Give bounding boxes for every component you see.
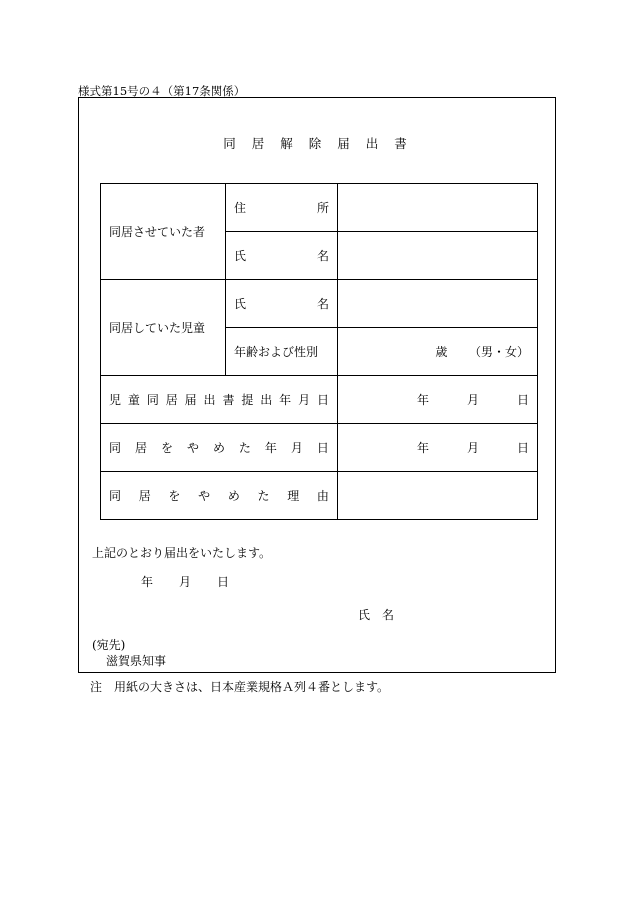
- end-reason-value-cell[interactable]: [338, 472, 538, 520]
- child-name-label: 氏 名: [226, 280, 338, 328]
- address-label: 住 所: [226, 184, 338, 232]
- name-label: 氏 名: [226, 232, 338, 280]
- addressee: 滋賀県知事: [106, 654, 167, 668]
- sex-options: （男・女）: [468, 345, 529, 359]
- name-value-cell[interactable]: [338, 232, 538, 280]
- cohabiting-person-group-label: 同居させていた者: [101, 184, 226, 280]
- age-unit: 歳: [435, 345, 448, 359]
- end-reason-label: 同 居 を や め た 理 由: [101, 472, 338, 520]
- form-number: 様式第15号の４（第17条関係）: [78, 84, 246, 98]
- document-title: 同居解除届出書: [223, 136, 423, 151]
- child-group-label: 同居していた児童: [101, 280, 226, 376]
- submission-date-value-cell[interactable]: 年 月 日: [338, 376, 538, 424]
- address-value-cell[interactable]: [338, 184, 538, 232]
- child-name-value-cell[interactable]: [338, 280, 538, 328]
- age-sex-value-cell[interactable]: [338, 328, 538, 376]
- form-table: [100, 183, 538, 520]
- statement: 上記のとおり届出をいたします。: [92, 546, 272, 560]
- submission-date-line: 年 月 日: [141, 575, 230, 589]
- end-date-label: 同 居 を や め た 年 月 日: [101, 424, 338, 472]
- end-date-value-cell[interactable]: 年 月 日: [338, 424, 538, 472]
- submission-date-label: 児 童 同 居 届 出 書 提 出 年 月 日: [101, 376, 338, 424]
- paper-size-note: 注 用紙の大きさは、日本産業規格Ａ列４番とします。: [90, 680, 390, 694]
- age-sex-label: 年齢および性別: [226, 328, 338, 376]
- addressee-label: (宛先): [92, 638, 126, 652]
- signer-name-label: 氏名: [358, 608, 407, 622]
